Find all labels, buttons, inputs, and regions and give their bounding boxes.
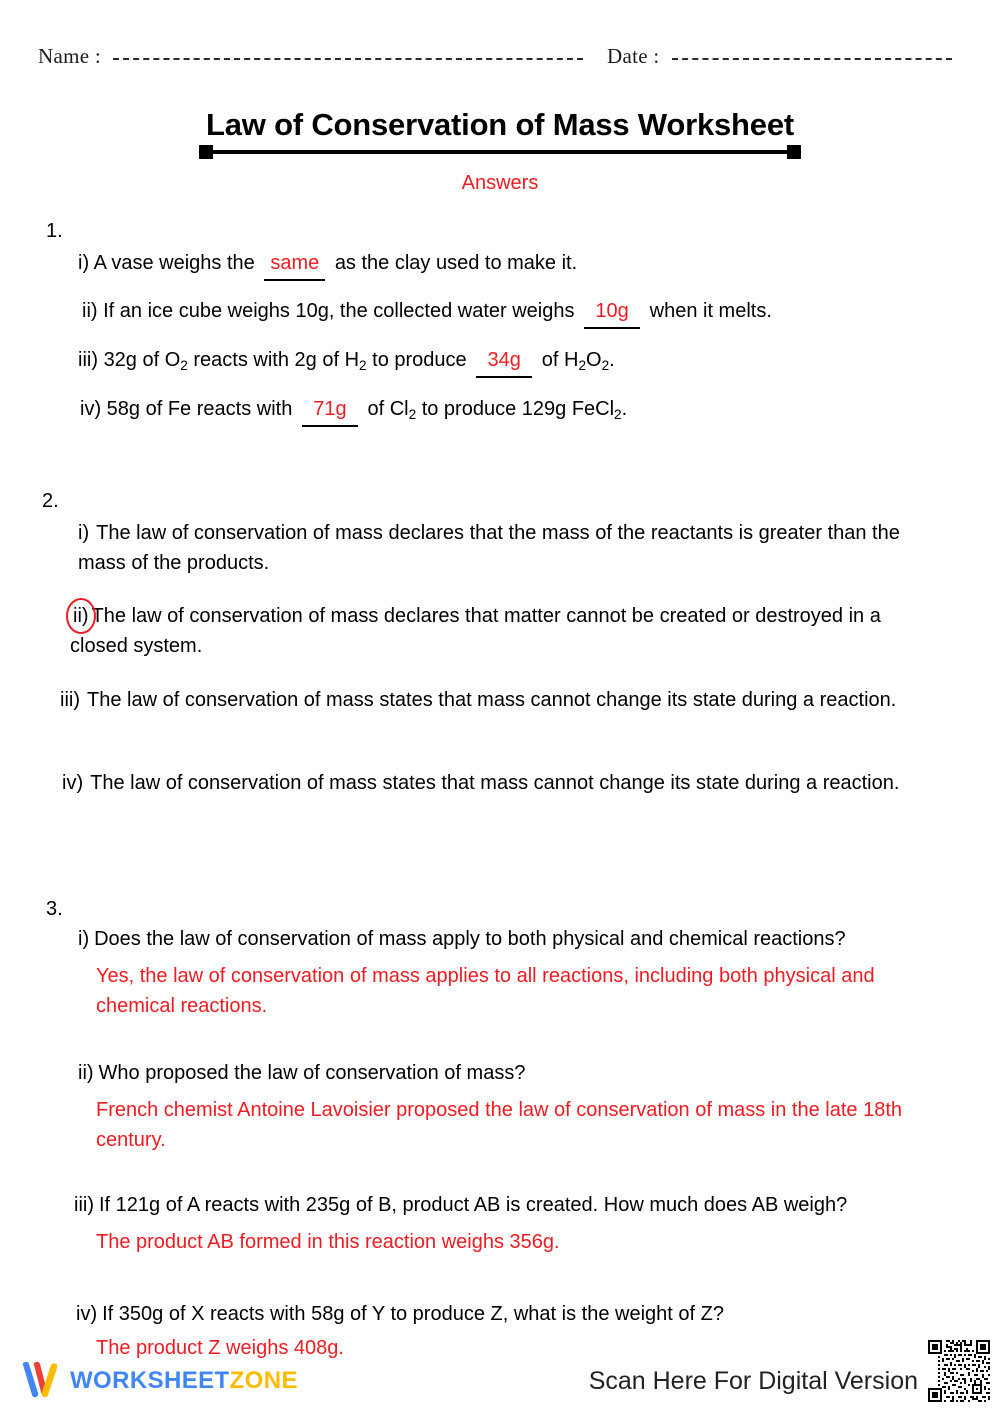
item-text-before: If an ice cube weighs 10g, the collected water weighs [103, 300, 575, 322]
item-marker: iii) [74, 1194, 94, 1216]
logo-wordmark [70, 1367, 298, 1395]
name-label: Name : [38, 44, 102, 68]
section-2-item-2[interactable] [70, 601, 940, 661]
selected-option-circle[interactable] [70, 601, 92, 631]
item-text-before: 32g of $O_2$ reacts with 2g of $H_2$ to produce [103, 349, 467, 374]
question-text: If 350g of X reacts with 58g of Y to produce Z, what is the weight of Z? [102, 1303, 724, 1325]
item-text: The law of conservation of mass states that mass cannot change its state during a reaction. [87, 689, 897, 711]
qr-code[interactable] [926, 1338, 992, 1404]
section-1-number: 1. [46, 220, 63, 242]
section-2-item-3[interactable] [60, 685, 930, 715]
question-text: If 121g of A reacts with 235g of B, product AB is created. How much does AB weigh? [99, 1194, 848, 1216]
item-text: The law of conservation of mass states that mass cannot change its state during a reaction. [90, 772, 900, 794]
item-marker: iv) [76, 1303, 98, 1325]
item-marker: iii) [78, 349, 98, 371]
answer-blank[interactable]: 34g [476, 345, 532, 378]
item-text-after: of $H_2O_2$. [541, 349, 615, 374]
item-marker: ii) [73, 605, 89, 627]
scan-here-text: Scan Here For Digital Version [588, 1367, 918, 1395]
section-3-item-2-answer: French chemist Antoine Lavoisier proposed the law of conservation of mass in the late 18th century. [96, 1099, 903, 1151]
section-1-item-2 [82, 296, 772, 329]
logo-text-zone: ZONE [229, 1367, 298, 1394]
answers-label: Answers [461, 172, 539, 194]
date-write-line[interactable] [672, 58, 952, 60]
item-marker: i) [78, 522, 90, 544]
item-text-after: when it melts. [649, 300, 772, 322]
page-title [0, 108, 1000, 142]
section-2-number: 2. [42, 490, 59, 512]
section-3-item-3-answer: The product AB formed in this reaction weighs 356g. [96, 1231, 560, 1253]
page-title-text: Law of Conservation of Mass Worksheet [205, 107, 795, 142]
section-3-item-2-question [78, 1058, 958, 1088]
name-write-line[interactable] [113, 58, 583, 60]
item-text-before: 58g of Fe reacts with [106, 398, 293, 420]
item-text-before: A vase weighs the [93, 252, 255, 274]
section-3-item-1-answer: Yes, the law of conservation of mass applies to all reactions, including both physical and chemical reactions. [96, 965, 875, 1017]
section-1-item-4 [80, 394, 627, 427]
title-underline-bar [200, 150, 800, 154]
item-marker: iv) [80, 398, 102, 420]
section-3-item-4-answer: The product Z weighs 408g. [96, 1337, 344, 1359]
question-text: Does the law of conservation of mass apply to both physical and chemical reactions? [94, 928, 846, 950]
item-text-after: as the clay used to make it. [334, 252, 578, 274]
item-marker: ii) [82, 300, 98, 322]
logo-text-worksheet: WORKSHEET [70, 1367, 230, 1394]
item-marker: ii) [78, 1062, 94, 1084]
section-1-item-1 [78, 248, 577, 281]
date-label: Date : [607, 44, 660, 68]
section-3-number: 3. [46, 898, 63, 920]
item-marker: i) [78, 252, 90, 274]
section-2-item-1[interactable] [78, 518, 938, 578]
section-3-item-4-question [76, 1299, 966, 1329]
answer-blank[interactable]: same [264, 248, 325, 281]
item-marker: iii) [60, 689, 80, 711]
item-text: The law of conservation of mass declares that the mass of the reactants is greater than the mass of the products. [78, 522, 900, 574]
section-3-item-3-question [74, 1190, 964, 1220]
section-3-item-1-question [78, 924, 958, 954]
question-text: Who proposed the law of conservation of mass? [98, 1062, 526, 1084]
answer-blank[interactable]: 10g [584, 296, 640, 329]
item-text: The law of conservation of mass declares that matter cannot be created or destroyed in a closed system. [70, 605, 881, 657]
section-1-item-3 [78, 345, 615, 378]
answer-blank[interactable]: 71g [302, 394, 358, 427]
item-marker: i) [78, 928, 90, 950]
page-footer [0, 1342, 1000, 1414]
section-2-item-4[interactable] [62, 768, 932, 798]
logo-w-icon [20, 1362, 60, 1400]
worksheet-zone-logo[interactable] [20, 1362, 298, 1400]
item-text-after: of $Cl_2$ to produce 129g FeCl$_2$. [367, 398, 628, 423]
name-date-row [38, 44, 962, 69]
item-marker: iv) [62, 772, 84, 794]
